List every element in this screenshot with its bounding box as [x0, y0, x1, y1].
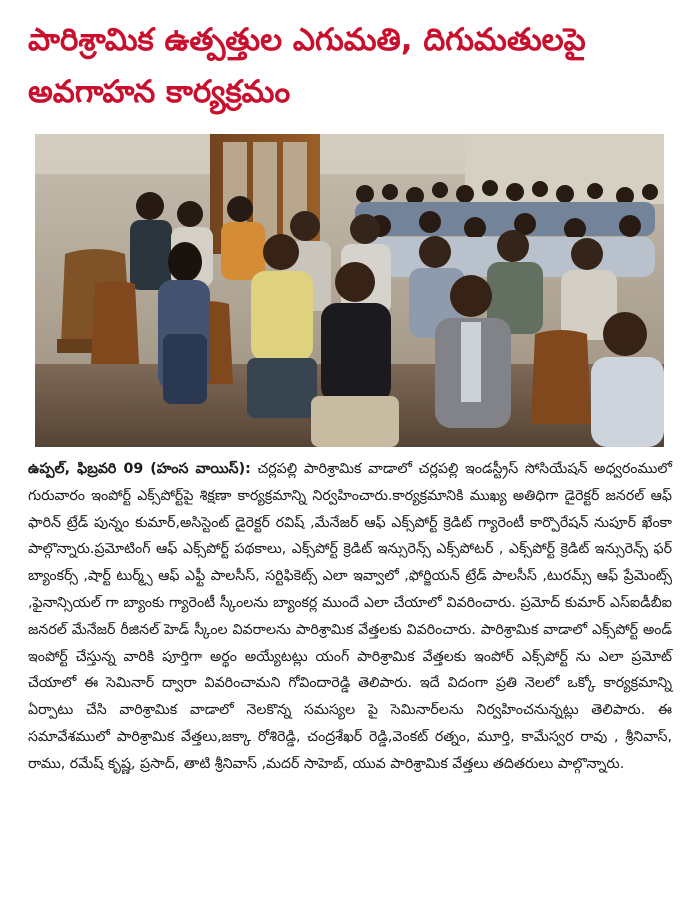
headline-line-2: అవగాహన కార్యక్రమం: [28, 74, 291, 110]
headline-line-1: పారిశ్రామిక ఉత్పత్తుల ఎగుమతి, దిగుమతులపై: [28, 22, 586, 58]
article-body-text: చర్లపల్లి పారిశ్రామిక వాడాలో చర్లపల్లి ఇండస్ట్రీస్ సోసియేషన్ అధ్వరంములో గురువారం ఇంపోర్ట్ ఎక్స్‌పోర్ట్‌పై శిక్షణా కార్యక్రమాన్ని నిర్వహించారు.కార్యక్రమానికి ముఖ్య అతిధిగా డైరెక్టర్ జనరల్ ఆఫ్ ఫారిన్ ట్రేడ్ పున్నం కుమార్,అసిస్టెంట్ డైరెక్టర్ రవిష్ ,మేనేజర్ ఆఫ్ ఎక్స్‌పోర్ట్ క్రెడిట్ గ్యారెంటీ కార్పొరేషన్ నుపూర్ ఖేంకా పాల్గొన్నారు.ప్రమోటింగ్ ఆఫ్ ఎక్స్‌పోర్ట్ పథకాలు, ఎక్స్‌పోర్ట్ క్రెడిట్ ఇన్సురెన్స్ ఎక్స్‌పోటర్ , ఎక్స్‌పోర్ట్ క్రెడిట్ ఇన్సురెన్స్ ఫర్ బ్యాంకర్స్ ,షార్ట్ టుర్మ్స్ ఆఫ్ ఎఫ్టీ పాలసీస్, సర్టిఫికెట్స్ ఎలా ఇవ్వాలో ,ఫోర్జియన్ ట్రేడ్ పాలసీస్ ,టురమ్స్ ఆఫ్ ప్రేమెంట్స్ ,ఫైనాన్సియల్ గా బ్యాంకు గ్యారెంటీ స్కీంలను బ్యాంకర్ల ముందే ఎలా చేయాలో వివరించారు. ప్రమోద్ కుమార్ ఎస్ఐడీబీఐ జనరల్ మేనేజర్ రీజినల్ హెడ్ స్కీంల వివరాలను పారిశ్రామిక వేత్తలకు వివరించారు. పారిశ్రామిక వాడాలో ఎక్స్‌పోర్ట్ అండ్ ఇంపోర్ట్ చేస్తున్న వారికి పూర్తిగా అర్థం అయ్యేటట్లు యంగ్ పారిశ్రామిక వేత్తలకు ఇంపోర్ ఎక్స్‌పోర్ట్ ను ఎలా ప్రమోట్ చేయాలో ఈ సెమినార్ ద్వారా వివరించామని గోవిందారెడ్డి తెలిపారు. ఇదే విదంగా ప్రతి నెలలో ఒక్కో కార్యక్రమాన్ని ఏర్పాటు చేసి వారిశ్రామిక వాడాలో నెలకొన్న సమస్యల పై సెమినార్‌లను నిర్వహించనున్నట్లు తెలిపారు. ఈ సమావేశములో పారిశ్రామిక వేత్తలు,జక్కా రోశిరెడ్డి, చంద్రశేఖర్ రెడ్డి,వెంకట్ రత్నం, మూర్తి, కామేస్వర రావు , శ్రీనివాస్, రాము, రమేష్ కృష్ణ, ప్రసాద్, తాటి శ్రీనివాస్ ,మదర్ సాహెబ్, యువ పారిశ్రామిక వేత్తలు తదితరులు పాల్గొన్నారు.: [28, 461, 672, 772]
article-body: [28, 456, 672, 778]
event-photo: [35, 134, 664, 447]
headline: [28, 14, 668, 118]
dateline: ఉప్పల్, ఫిబ్రవరి 09 (హంస వాయిస్):: [28, 461, 251, 477]
event-photo-illustration: [35, 134, 664, 447]
